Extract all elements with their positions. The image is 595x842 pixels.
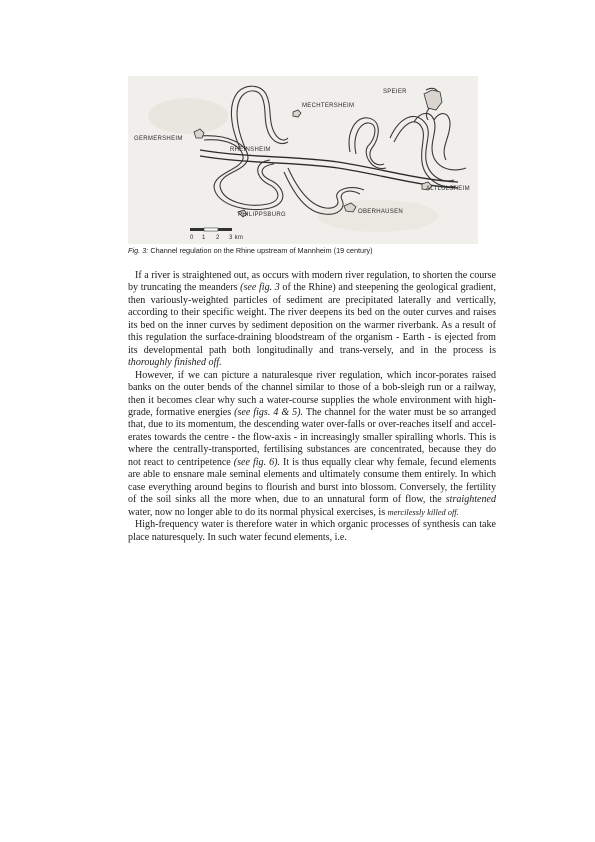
label-oberhausen: OBERHAUSEN — [358, 209, 404, 215]
body-text — [128, 270, 496, 544]
label-rheinsheim: RHEINSHEIM — [230, 147, 271, 153]
figure-caption — [128, 246, 488, 256]
figure-reference: (see figs. 4 & 5). — [234, 406, 304, 418]
figure-reference: (see fig. 6). — [233, 456, 280, 468]
paragraph-2 — [128, 370, 496, 519]
scale-tick-3: 3 km — [229, 235, 244, 241]
emphasis-text: straightened — [445, 494, 496, 506]
paragraph-2-text-a: However, if we can picture a naturalesque river regulation, which incor-porates raised banks on the outer bends of the channel similar to those of a bob-sleigh run or a railway, then it becomes clear why such a water-course supplies the whole environment with high-grade, formative energies — [128, 369, 496, 418]
label-philippsburg: PHILIPPSBURG — [238, 212, 286, 218]
label-mechtersheim: MECHTERSHEIM — [302, 103, 355, 109]
scale-tick-1: 1 — [202, 235, 206, 241]
paragraph-2-text-d: water, now no longer able to do its normal physical exercises, is — [128, 506, 388, 518]
emphasis-text: thoroughly finished off. — [128, 357, 222, 369]
scale-tick-2: 2 — [216, 235, 220, 241]
map-drawing — [128, 76, 478, 244]
paragraph-1-text-a: If a river is straightened out, as occurs with modern river regulation, to shorten the course by truncating the meanders — [128, 270, 496, 294]
figure-reference: (see fig. 3 — [240, 282, 280, 294]
emphasis-text: mercilessly killed off. — [387, 507, 459, 517]
scale-tick-0: 0 — [190, 235, 194, 241]
paragraph-3-text-a: High-frequency water is therefore water in which organic processes of synthesis can take place naturesquely. In such water fecund elements, i.e. — [128, 519, 496, 543]
caption-text: Channel regulation on the Rhine upstream of Mannheim (19 century) — [150, 246, 373, 255]
paragraph-1-text-b: of the Rhine) and steepening the geological gradient, then variously-weighted particles of sediment are precipitated laterally and vertically, according to their specific weight. The river deepens its bed on the outer curves and raises its bed on the inner curves by sediment deposition on the warmer riverbank. As a result of this regulation the surface-draining bloodstream of the organism - Earth - is ejected from its developmental path both longitudinally and trans-versely, and in the process is — [128, 282, 496, 356]
paragraph-3 — [128, 519, 496, 544]
label-speier: SPEIER — [383, 89, 407, 95]
label-altlussheim: ALTLULSHEIM — [426, 186, 470, 192]
paragraph-1 — [128, 270, 496, 370]
caption-label: Fig. 3: — [128, 246, 149, 255]
label-germersheim: GERMERSHEIM — [134, 136, 183, 142]
rhine-regulation-map — [128, 76, 478, 244]
paragraph-2-text-c: It is thus equally clear why female, fecund elements are able to ensnare male seminal elements and ultimately consume them entirely. In which case everything around begins to flourish and burst into blossom. Conversely, the fertility of the soil sinks all the more when, due to an unnatural form of flow, the — [128, 456, 497, 506]
paragraph-2-text-b: The channel for the water must be so arranged that, due to its momentum, the descending water over-falls or over-reaches itself and accel-erates towards the centre - the flow-axis - in increasingly smaller spiralling whorls. This is where the centrally-transported, fertilising substances are concentrated, because they do not react to centripetence — [128, 406, 497, 468]
